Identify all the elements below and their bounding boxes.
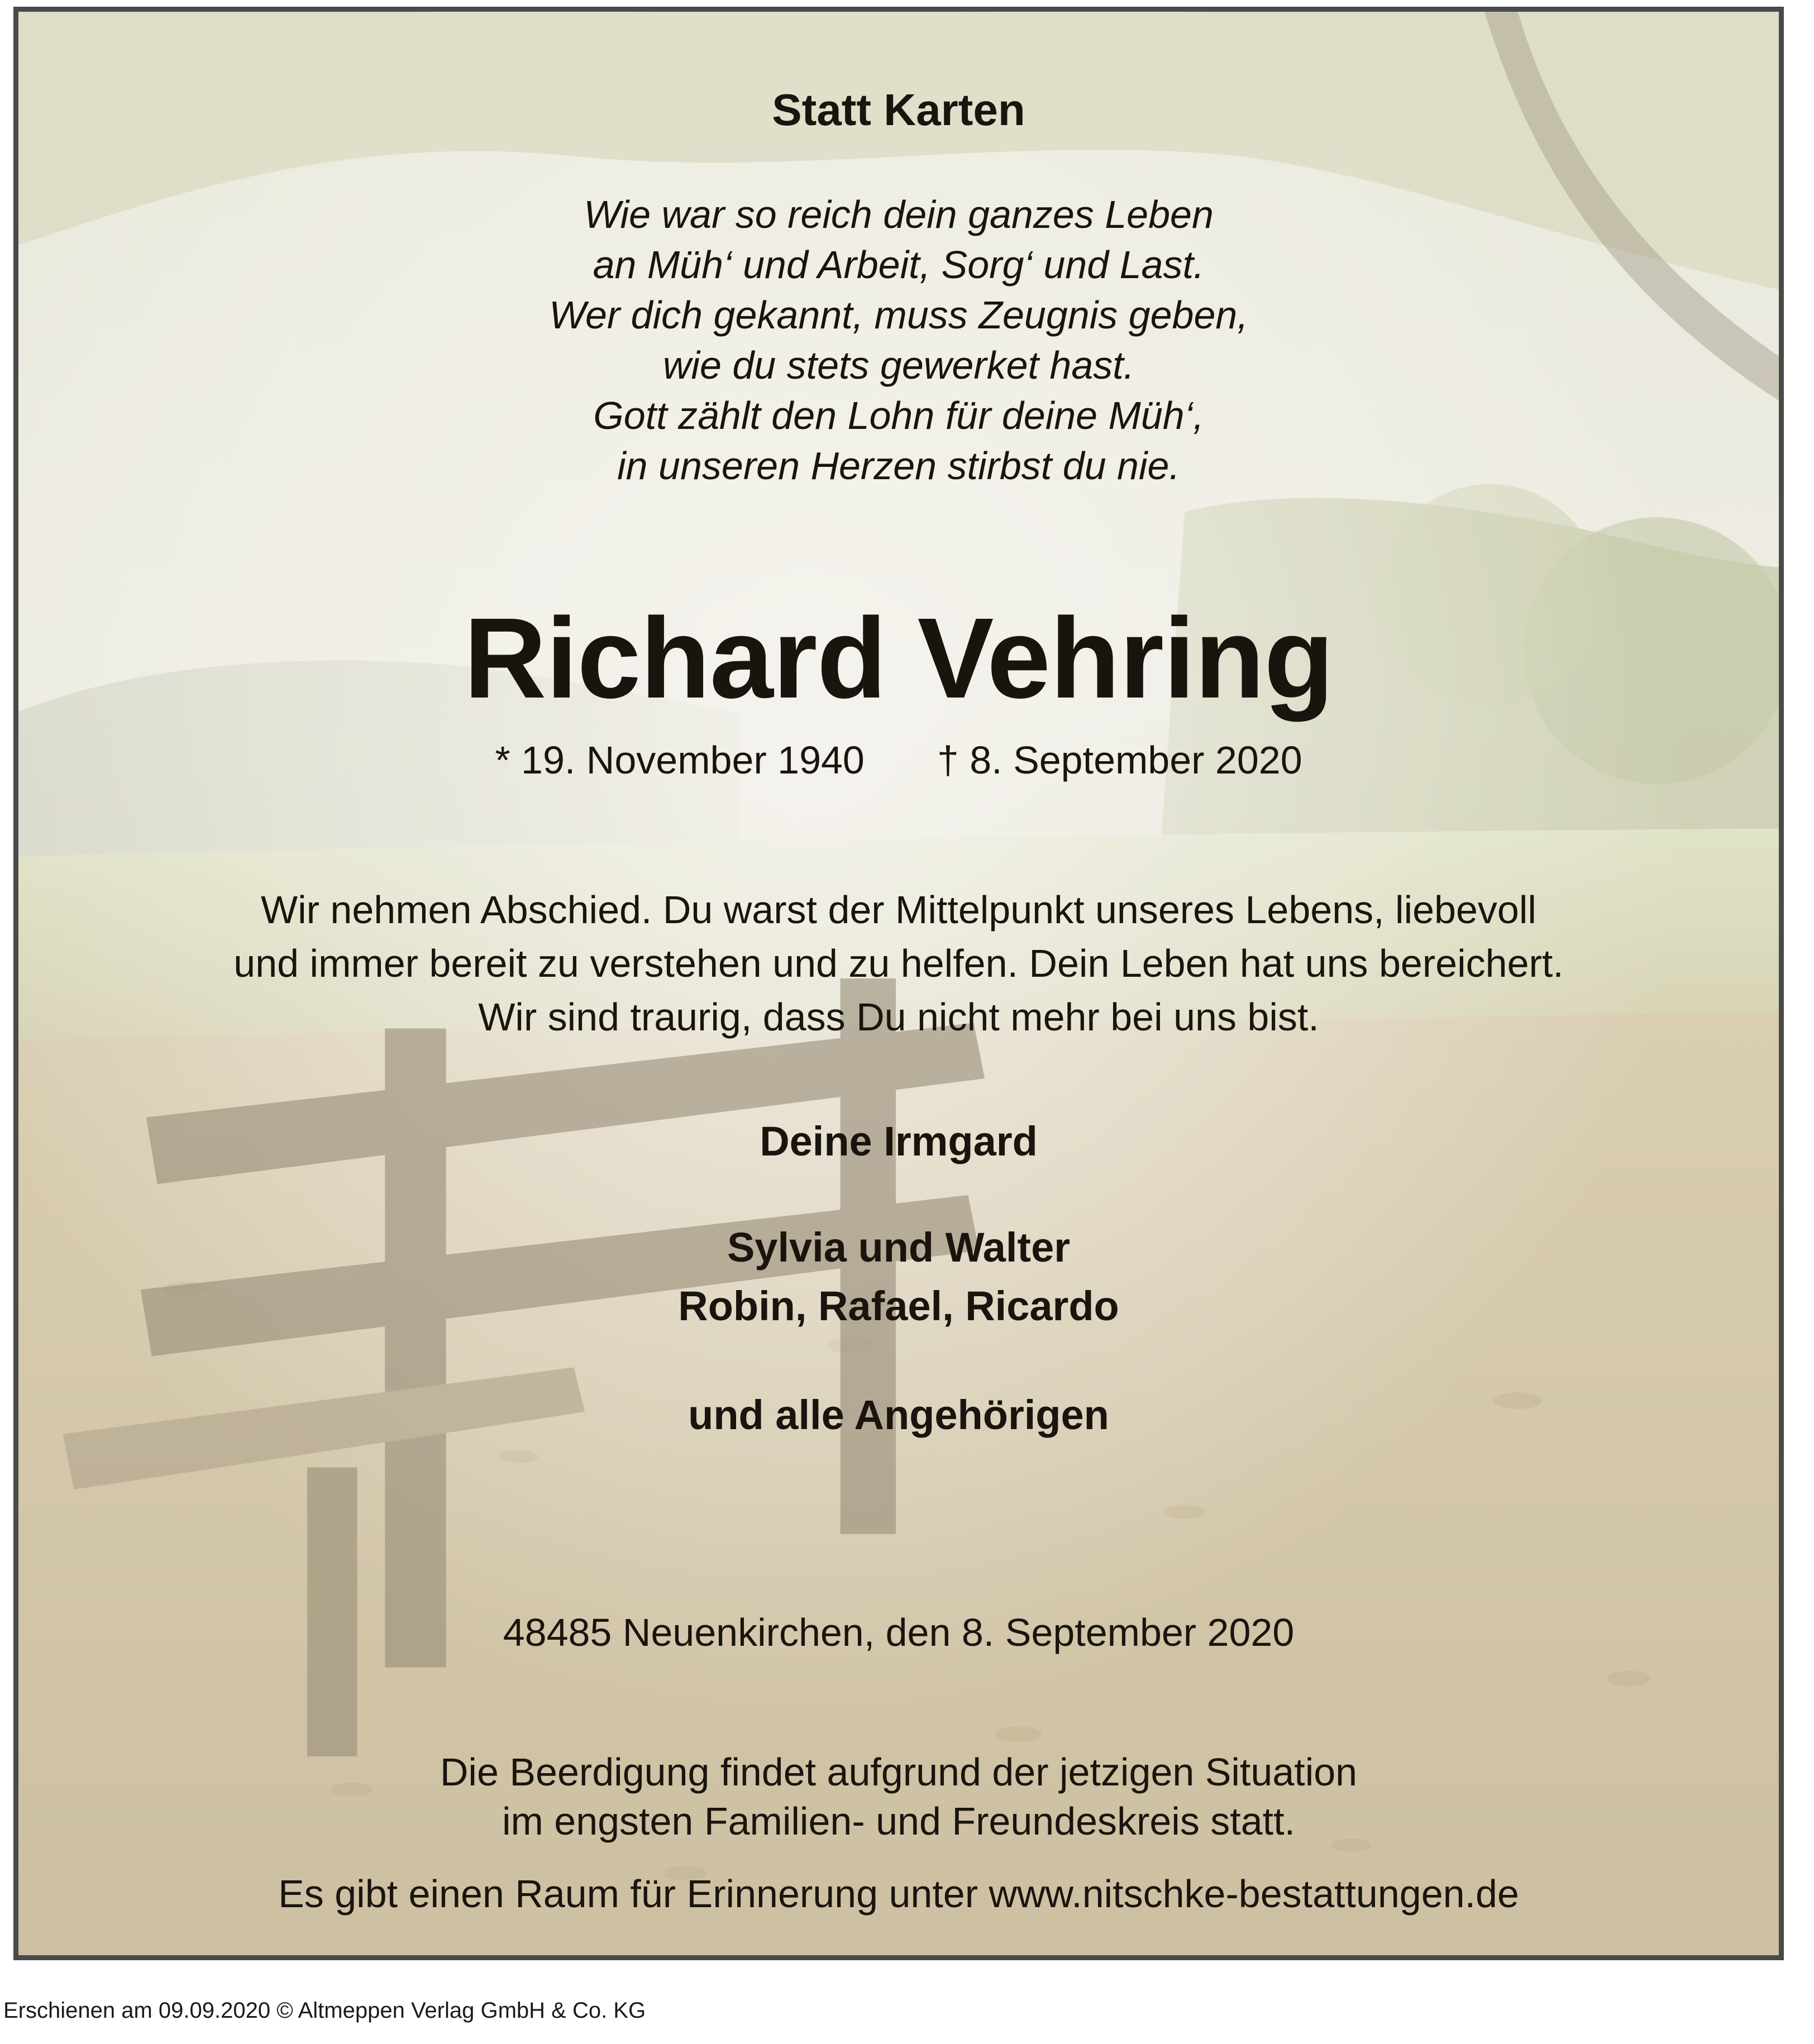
poem-line: Wer dich gekannt, muss Zeugnis geben, — [549, 293, 1248, 337]
memorial-text: Es gibt einen Raum für Erinnerung unter www.nitschke-bestattungen.de — [278, 1872, 1519, 1916]
notice-content — [18, 12, 1779, 1955]
deceased-name: Richard Vehring — [464, 594, 1334, 722]
poem-line: an Müh‘ und Arbeit, Sorg‘ und Last. — [593, 243, 1205, 286]
farewell-line: Wir sind traurig, dass Du nicht mehr bei uns bist. — [478, 995, 1319, 1039]
birth-date: * 19. November 1940 — [495, 738, 865, 782]
poem-line: Wie war so reich dein ganzes Leben — [584, 193, 1214, 236]
obituary-notice — [13, 7, 1784, 1960]
farewell-line: und immer bereit zu verstehen und zu helfen. Dein Leben hat uns bereichert. — [233, 942, 1564, 985]
poem-line: in unseren Herzen stirbst du nie. — [617, 444, 1180, 488]
death-date: † 8. September 2020 — [937, 738, 1302, 782]
mourner-children: Sylvia und Walter — [727, 1224, 1071, 1271]
farewell-line: Wir nehmen Abschied. Du warst der Mittelpunkt unseres Lebens, liebevoll — [261, 888, 1536, 932]
publication-footer: Erschienen am 09.09.2020 © Altmeppen Verlag GmbH & Co. KG — [3, 1998, 646, 2023]
poem-line: Gott zählt den Lohn für deine Müh‘, — [593, 394, 1204, 437]
mourner-spouse: Deine Irmgard — [760, 1118, 1038, 1164]
funeral-line: Die Beerdigung findet aufgrund der jetzigen Situation — [440, 1750, 1358, 1794]
life-dates — [18, 738, 1779, 782]
place-date: 48485 Neuenkirchen, den 8. September 2020 — [503, 1611, 1295, 1654]
funeral-line: im engsten Familien- und Freundeskreis statt. — [502, 1799, 1296, 1843]
poem-line: wie du stets gewerket hast. — [662, 343, 1135, 387]
mourner-relatives: und alle Angehörigen — [688, 1392, 1109, 1438]
header-text: Statt Karten — [772, 85, 1025, 135]
mourner-grandchildren: Robin, Rafael, Ricardo — [678, 1283, 1119, 1329]
